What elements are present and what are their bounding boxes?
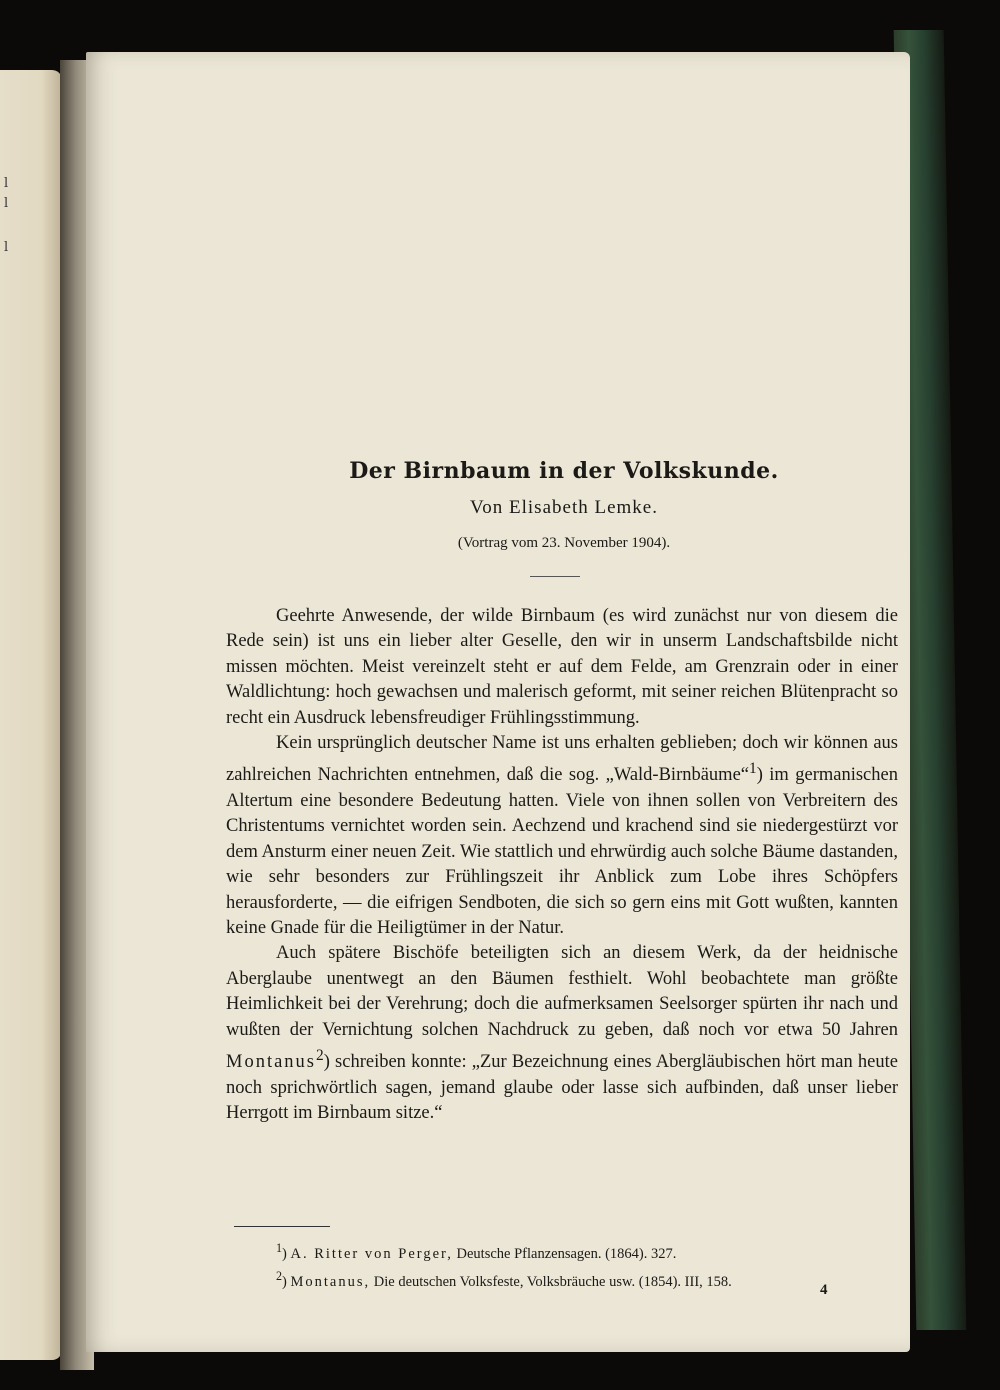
footnote-2-mark: 2 xyxy=(276,1268,283,1283)
footnote-2-author: Montanus, xyxy=(290,1273,371,1290)
footnote-1-author: A. Ritter von Perger, xyxy=(290,1245,453,1262)
paragraph-3 xyxy=(226,941,898,1126)
footnote-ref-1: 1 xyxy=(749,760,757,778)
book-page xyxy=(86,52,910,1352)
facing-page-fragment: l xyxy=(4,176,9,191)
montanus-name: Montanus xyxy=(226,1052,316,1073)
footnote-1: $^1$) A. Ritter von Perger, Deutsche Pflanzensagen. (1864). 327. xyxy=(276,1241,677,1262)
facing-page-fragment: l xyxy=(4,196,9,211)
footnote-1-mark: 1 xyxy=(276,1241,283,1255)
facing-page-edge xyxy=(0,70,62,1360)
footnotes xyxy=(276,1237,896,1293)
paragraph-2 xyxy=(226,731,898,941)
article-author: Von Elisabeth Lemke. xyxy=(470,497,658,518)
paragraph-2-text-a: Kein ursprünglich deutscher Name ist uns erhalten geblieben; doch wir können aus zahlreichen Nachrichten entnehmen, daß die sog. „Wald-Birnbäume“ xyxy=(226,733,898,786)
paragraph-3-text-b: ) schreiben konnte: „Zur Bezeichnung eines Abergläubischen hört man heute noch sprichwörtlich sagen, jemand glaube oder lasse sich aufbinden, daß unser lieber Herrgott im Birnbaum sitze.“ xyxy=(226,1052,898,1124)
footnote-2: $^2$) Montanus, Die deutschen Volksfeste, Volksbräuche usw. (1854). III, 158. xyxy=(276,1268,732,1290)
paragraph-2-text-b: ) im germanischen Altertum eine besondere Bedeutung hatten. Viele von ihnen sollen von Verbreitern des Christentums vernichtet worden sein. Aechzend und krachend sind sie niedergestürzt vor dem Ansturm einer neuen Zeit. Wie stattlich und ehrwürdig auch solche Bäume dastanden, wie sehr besonders zur Frühlingszeit ihr Anblick zum Lobe ihres Schöpfers herausforderte, — die eifrigen Sendboten, die sich so gern eins mit Gott wußten, kannten keine Gnade für die Heiligtümer in der Natur. xyxy=(226,765,898,939)
paragraph-1: Geehrte Anwesende, der wilde Birnbaum (es wird zunächst nur von diesem die Rede sein) ist uns ein lieber alter Geselle, den wir in unserm Landschaftsbilde nicht missen möchten. Meist vereinzelt steht er auf dem Felde, am Grenzrain oder in einer Waldlichtung: hoch gewachsen und malerisch geformt, mit seiner reichen Blütenpracht so recht ein Ausdruck lebensfreudiger Frühlingsstimmung. xyxy=(226,606,898,728)
footnote-divider xyxy=(234,1226,330,1227)
lecture-note: (Vortrag vom 23. November 1904). xyxy=(457,535,671,551)
page-number: 4 xyxy=(820,1282,828,1298)
article-body xyxy=(226,604,898,1126)
paragraph-3-text-a: Auch spätere Bischöfe beteiligten sich an diesem Werk, da der heidnische Aberglaube unentwegt an den Bäumen festhielt. Wohl beobachtete man größte Heimlichkeit bei der Verehrung; doch die aufmerksamen Seelsorger spürten ihr nach und wußten der Vernichtung solchen Nachdruck zu geben, daß noch vor etwa 50 Jahren xyxy=(226,943,898,1040)
article-title: Der Birnbaum in der Volkskunde. xyxy=(349,458,779,484)
title-divider xyxy=(530,576,580,577)
footnote-1-text: Deutsche Pflanzensagen. (1864). 327. xyxy=(456,1245,677,1262)
footnote-ref-2: 2 xyxy=(316,1047,324,1065)
footnote-2-text: Die deutschen Volksfeste, Volksbräuche usw. (1854). III, 158. xyxy=(373,1273,732,1290)
facing-page-fragment: l xyxy=(4,240,9,255)
